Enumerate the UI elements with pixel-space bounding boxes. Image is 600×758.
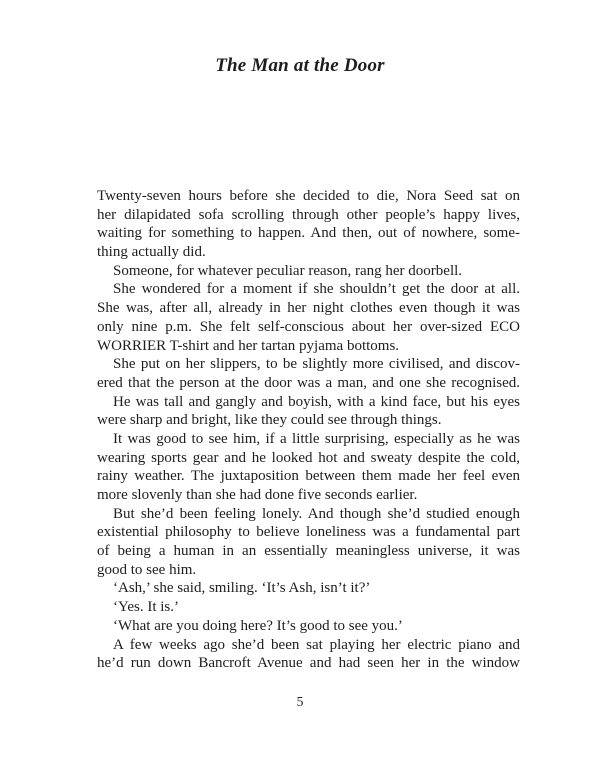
text-line: Twenty-seven hours before she decided to die, Nora Seed sat on bbox=[97, 188, 520, 204]
text-line: were sharp and bright, like they could see through things. bbox=[97, 412, 442, 429]
text-line: he’d run down Bancroft Avenue and had seen her in the window bbox=[97, 655, 520, 672]
text-line: But she’d been feeling lonely. And though she’d studied enough bbox=[113, 505, 520, 522]
text-line: existential philosophy to believe loneliness was a fundamental part bbox=[97, 524, 520, 541]
text-line: only nine p.m. She felt self-conscious about her over-sized ECO bbox=[97, 318, 520, 335]
text-line: He was tall and gangly and boyish, with a kind face, but his eyes bbox=[113, 393, 520, 410]
text-line: wearing sports gear and he looked hot and sweaty despite the cold, bbox=[97, 449, 520, 466]
text-line: She put on her slippers, to be slightly more civilised, and discov- bbox=[113, 356, 520, 373]
text-line: She wondered for a moment if she shouldn’t get the door at all. bbox=[113, 281, 520, 298]
text-line: waiting for something to happen. And then, out of nowhere, some- bbox=[97, 225, 520, 242]
text-line: her dilapidated sofa scrolling through other people’s happy lives, bbox=[97, 206, 520, 223]
page-number: 5 bbox=[296, 694, 304, 709]
text-line: ered that the person at the door was a man, and one she recognised. bbox=[97, 374, 520, 391]
text-line: rainy weather. The juxtaposition between them made her feel even bbox=[97, 468, 520, 485]
text-line: WORRIER T-shirt and her tartan pyjama bottoms. bbox=[97, 337, 400, 354]
text-line: ‘Ash,’ she said, smiling. ‘It’s Ash, isn’t it?’ bbox=[113, 580, 371, 597]
text-line: A few weeks ago she’d been sat playing her electric piano and bbox=[113, 636, 520, 653]
body-text bbox=[97, 187, 520, 673]
chapter-title: The Man at the Door bbox=[215, 55, 385, 76]
text-line: more slovenly than she had done five seconds earlier. bbox=[97, 487, 418, 503]
text-line: good to see him. bbox=[97, 561, 197, 578]
text-line: thing actually did. bbox=[97, 244, 206, 261]
text-line: of being a human in an essentially meaningless universe, it was bbox=[97, 543, 520, 560]
text-line: ‘What are you doing here? It’s good to see you.’ bbox=[113, 617, 403, 634]
text-line: ‘Yes. It is.’ bbox=[113, 599, 179, 616]
text-line: It was good to see him, if a little surprising, especially as he was bbox=[113, 430, 520, 447]
text-line: She was, after all, already in her night clothes even though it was bbox=[97, 300, 520, 317]
text-line: Someone, for whatever peculiar reason, rang her doorbell. bbox=[113, 262, 463, 279]
